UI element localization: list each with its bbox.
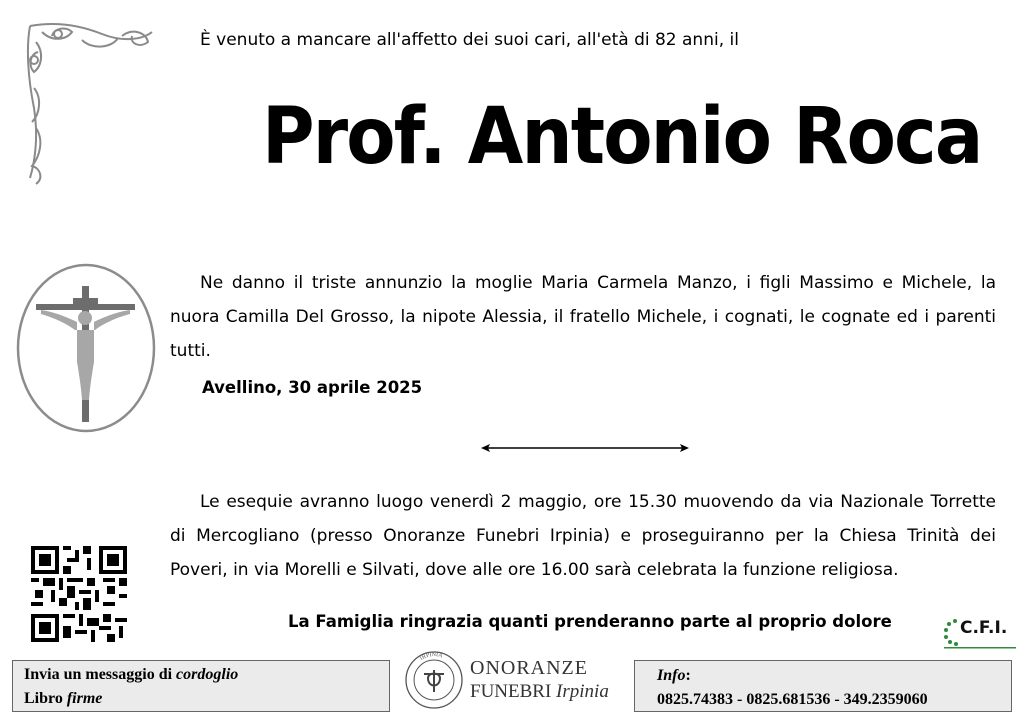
- cfi-logo-icon: [942, 618, 1018, 656]
- phone-numbers[interactable]: 0825.74383 - 0825.681536 - 349.2359060: [657, 691, 928, 708]
- info-label: Info:: [657, 667, 691, 684]
- qr-code-icon[interactable]: [31, 546, 127, 642]
- double-arrow-icon: [480, 441, 690, 455]
- condolence-box[interactable]: [12, 660, 390, 712]
- deceased-name: Prof. Antonio Roca: [262, 92, 982, 182]
- ornament-icon: [22, 18, 158, 186]
- funeral-details-text: Le esequie avranno luogo venerdì 2 maggio, ore 15.30 muovendo da via Nazionale Torrette di Mercogliano (presso Onoranze Funebri Irpinia) e proseguiranno per la Chiesa Trinità dei Poveri, in via Morelli e Silvati, dove alle ore 16.00 sarà celebrata la funzione religiosa.: [170, 492, 996, 580]
- funeral-home-logo-icon: [404, 648, 464, 712]
- crucifix-icon: [15, 262, 157, 434]
- funeral-home-name-line1: ONORANZE: [470, 657, 588, 679]
- condolence-link[interactable]: Invia un messaggio di cordoglio: [24, 666, 239, 683]
- intro-text: È venuto a mancare all'affetto dei suoi cari, all'età di 82 anni, il: [200, 30, 739, 50]
- funeral-home-name-line2: FUNEBRI Irpinia: [470, 681, 609, 702]
- announcement-text: Ne danno il triste annunzio la moglie Maria Carmela Manzo, i figli Massimo e Michele, la nuora Camilla Del Grosso, la nipote Alessia, il fratello Michele, i cognati, le cognate ed i parenti tutti.: [170, 273, 996, 361]
- cfi-logo-text: C.F.I.: [960, 618, 1008, 638]
- dateline: Avellino, 30 aprile 2025: [202, 378, 423, 397]
- guestbook-link[interactable]: Libro firme: [24, 690, 103, 707]
- info-box: [634, 660, 1012, 712]
- logo-arc-text: IRPINIA: [418, 651, 444, 662]
- thanks-text: La Famiglia ringrazia quanti prenderanno parte al proprio dolore: [288, 612, 892, 631]
